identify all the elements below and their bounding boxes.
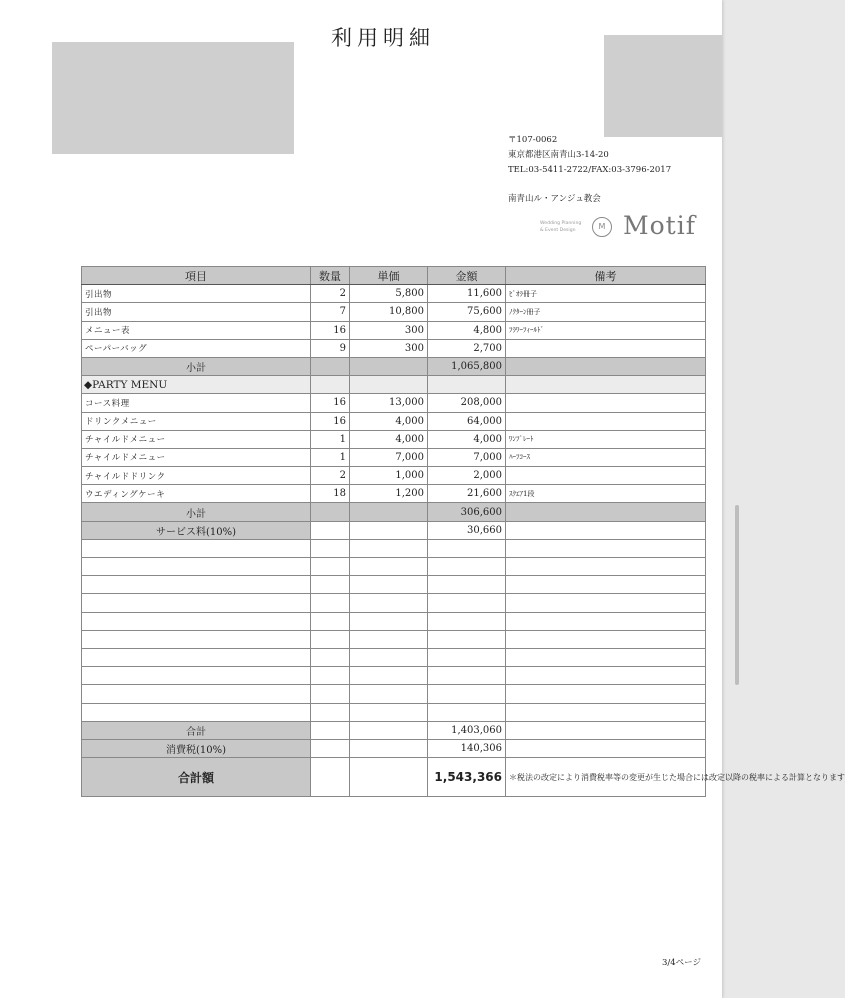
venue-name: 南青山ル・アンジュ教会 bbox=[508, 194, 601, 204]
price-cell: 4,000 bbox=[350, 412, 428, 430]
total-amount: 1,403,060 bbox=[428, 721, 506, 739]
amount-cell: 4,800 bbox=[428, 321, 506, 339]
header-item: 項目 bbox=[82, 267, 311, 285]
amount-cell: 75,600 bbox=[428, 303, 506, 321]
note-cell: ﾊｰﾌｺｰｽ bbox=[506, 448, 706, 466]
item-cell: コース料理 bbox=[82, 394, 311, 412]
note-cell: ﾌﾗﾜｰﾌｨｰﾙﾄﾞ bbox=[506, 321, 706, 339]
subtotal-amount: 1,065,800 bbox=[428, 357, 506, 375]
total-label: 合計 bbox=[82, 721, 311, 739]
scrollbar-thumb[interactable] bbox=[735, 505, 739, 685]
table-row bbox=[82, 448, 706, 466]
table-row bbox=[82, 412, 706, 430]
item-cell: 引出物 bbox=[82, 303, 311, 321]
amount-cell: 21,600 bbox=[428, 485, 506, 503]
usage-detail-table bbox=[81, 266, 845, 797]
note-cell: ﾜﾝﾌﾟﾚｰﾄ bbox=[506, 430, 706, 448]
price-cell: 1,000 bbox=[350, 467, 428, 485]
table-row bbox=[82, 467, 706, 485]
item-cell: ドリンクメニュー bbox=[82, 412, 311, 430]
amount-cell: 4,000 bbox=[428, 430, 506, 448]
price-cell: 300 bbox=[350, 339, 428, 357]
header-qty: 数量 bbox=[311, 267, 350, 285]
empty-row bbox=[82, 594, 706, 612]
grand-total-label: 合計額 bbox=[82, 758, 311, 797]
item-cell: チャイルドメニュー bbox=[82, 448, 311, 466]
subtotal-row bbox=[82, 357, 706, 375]
amount-cell: 2,700 bbox=[428, 339, 506, 357]
table-row bbox=[82, 303, 706, 321]
note-cell bbox=[506, 467, 706, 485]
item-cell: チャイルドメニュー bbox=[82, 430, 311, 448]
subtotal-label: 小計 bbox=[82, 503, 311, 521]
tax-amount: 140,306 bbox=[428, 739, 506, 757]
motif-logo bbox=[540, 211, 700, 245]
logo-tagline-line2: & Event Design bbox=[540, 228, 576, 233]
qty-cell: 1 bbox=[311, 448, 350, 466]
logo-tagline bbox=[540, 220, 581, 234]
qty-cell: 16 bbox=[311, 321, 350, 339]
phone-fax: TEL:03-5411-2722/FAX:03-3796-2017 bbox=[508, 165, 672, 175]
table-row bbox=[82, 430, 706, 448]
table-row bbox=[82, 285, 706, 303]
qty-cell: 16 bbox=[311, 394, 350, 412]
section-title: ◆PARTY MENU bbox=[82, 376, 311, 394]
section-header-row bbox=[82, 376, 706, 394]
empty-row bbox=[82, 648, 706, 666]
empty-row bbox=[82, 630, 706, 648]
amount-cell: 11,600 bbox=[428, 285, 506, 303]
tax-remark: ＊税法の改定により消費税率等の変更が生じた場合には改定以降の税率による計算となります bbox=[506, 758, 706, 797]
header-remarks: 備考 bbox=[506, 267, 706, 285]
note-cell: ｽｸｴｱ1段 bbox=[506, 485, 706, 503]
price-cell: 7,000 bbox=[350, 448, 428, 466]
price-cell: 10,800 bbox=[350, 303, 428, 321]
logo-tagline-line1: Wedding Planning bbox=[540, 221, 582, 226]
price-cell: 13,000 bbox=[350, 394, 428, 412]
table-header-row bbox=[82, 267, 706, 285]
empty-row bbox=[82, 685, 706, 703]
item-cell: チャイルドドリンク bbox=[82, 467, 311, 485]
price-cell: 5,800 bbox=[350, 285, 428, 303]
logo-mark-icon: M bbox=[592, 217, 612, 237]
price-cell: 1,200 bbox=[350, 485, 428, 503]
tax-row bbox=[82, 739, 706, 757]
total-row bbox=[82, 721, 706, 739]
empty-row bbox=[82, 612, 706, 630]
subtotal-label: 小計 bbox=[82, 357, 311, 375]
redacted-block-right bbox=[604, 35, 722, 137]
grand-total-amount: 1,543,366 bbox=[428, 758, 506, 797]
redacted-block-left bbox=[52, 42, 294, 154]
amount-cell: 2,000 bbox=[428, 467, 506, 485]
note-cell: ﾉｸﾀｰﾝ冊子 bbox=[506, 303, 706, 321]
qty-cell: 9 bbox=[311, 339, 350, 357]
qty-cell: 2 bbox=[311, 467, 350, 485]
subtotal-amount: 306,600 bbox=[428, 503, 506, 521]
price-cell: 300 bbox=[350, 321, 428, 339]
page-number: 3/4ページ bbox=[662, 958, 702, 968]
qty-cell: 18 bbox=[311, 485, 350, 503]
subtotal-row bbox=[82, 503, 706, 521]
issuer-address bbox=[508, 133, 671, 178]
qty-cell: 16 bbox=[311, 412, 350, 430]
service-charge-amount: 30,660 bbox=[428, 521, 506, 539]
qty-cell: 1 bbox=[311, 430, 350, 448]
service-charge-row bbox=[82, 521, 706, 539]
note-cell bbox=[506, 412, 706, 430]
empty-row bbox=[82, 576, 706, 594]
logo-wordmark: Motif bbox=[623, 211, 696, 240]
amount-cell: 7,000 bbox=[428, 448, 506, 466]
note-cell bbox=[506, 339, 706, 357]
tax-label: 消費税(10%) bbox=[82, 739, 311, 757]
item-cell: ペーパーバッグ bbox=[82, 339, 311, 357]
empty-row bbox=[82, 703, 706, 721]
empty-row bbox=[82, 539, 706, 557]
service-charge-label: サービス料(10%) bbox=[82, 521, 311, 539]
street-address: 東京都港区南青山3-14-20 bbox=[508, 150, 609, 160]
header-unit-price: 単価 bbox=[350, 267, 428, 285]
document-title: 利用明細 bbox=[331, 26, 435, 50]
empty-row bbox=[82, 558, 706, 576]
qty-cell: 7 bbox=[311, 303, 350, 321]
postal-code: 〒107-0062 bbox=[508, 135, 558, 145]
grand-total-row bbox=[82, 758, 706, 797]
table-row bbox=[82, 339, 706, 357]
table-row bbox=[82, 485, 706, 503]
item-cell: 引出物 bbox=[82, 285, 311, 303]
qty-cell: 2 bbox=[311, 285, 350, 303]
header-amount: 金額 bbox=[428, 267, 506, 285]
item-cell: ウエディングケーキ bbox=[82, 485, 311, 503]
note-cell: ﾋﾟｵﾗ冊子 bbox=[506, 285, 706, 303]
table-row bbox=[82, 321, 706, 339]
price-cell: 4,000 bbox=[350, 430, 428, 448]
item-cell: メニュー表 bbox=[82, 321, 311, 339]
amount-cell: 64,000 bbox=[428, 412, 506, 430]
amount-cell: 208,000 bbox=[428, 394, 506, 412]
table-row bbox=[82, 394, 706, 412]
empty-row bbox=[82, 667, 706, 685]
note-cell bbox=[506, 394, 706, 412]
